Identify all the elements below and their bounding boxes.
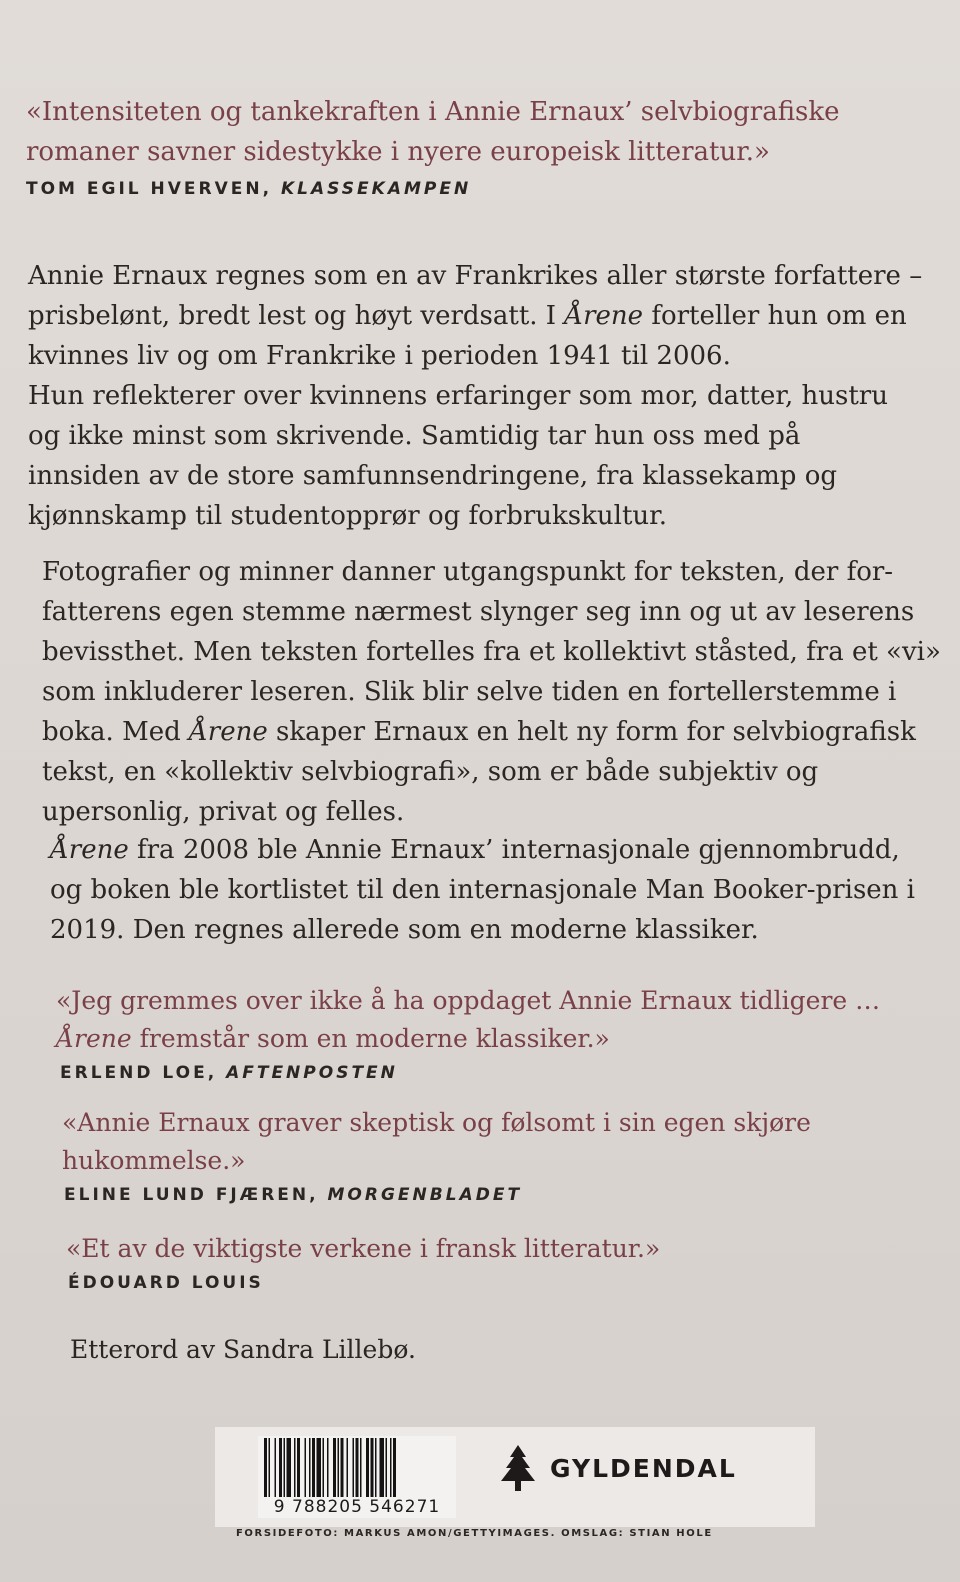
quote-attribution bbox=[68, 1268, 960, 1298]
barcode-bar bbox=[380, 1438, 385, 1498]
barcode-bar bbox=[305, 1438, 307, 1498]
barcode-bar bbox=[353, 1438, 355, 1498]
title-italic: Årene bbox=[189, 717, 268, 747]
afterword: Etterord av Sandra Lillebø. bbox=[70, 1335, 416, 1364]
body-line: boka. Med Årene skaper Ernaux en helt ny form for selvbiografisk bbox=[42, 717, 916, 747]
top-quote bbox=[26, 92, 960, 204]
quote-line: «Intensiteten og tankekraften i Annie Ernaux’ selvbiografiske bbox=[26, 97, 840, 127]
body-line: og ikke minst som skrivende. Samtidig tar hun oss med på bbox=[28, 421, 801, 451]
description-paragraph-2 bbox=[42, 552, 960, 832]
body-line: Fotografier og minner danner utgangspunkt for teksten, der for- bbox=[42, 557, 894, 587]
title-italic: Årene bbox=[56, 1024, 132, 1053]
body-line: Hun reflekterer over kvinnens erfaringer som mor, datter, hustru bbox=[28, 381, 888, 411]
barcode-bar bbox=[317, 1438, 322, 1498]
quote-line: «Et av de viktigste verkene i fransk litteratur.» bbox=[66, 1234, 661, 1263]
description-paragraph-1 bbox=[28, 256, 960, 536]
attribution-author: ERLEND LOE, bbox=[60, 1063, 218, 1083]
barcode-bar bbox=[333, 1438, 336, 1498]
body-line: kvinnes liv og om Frankrike i perioden 1941 til 2006. bbox=[28, 341, 731, 371]
barcode-bar bbox=[390, 1438, 392, 1498]
attribution-author: ELINE LUND FJÆREN, bbox=[64, 1185, 319, 1205]
body-line: innsiden av de store samfunnsendringene, fra klassekamp og bbox=[28, 461, 838, 491]
barcode-bar bbox=[347, 1438, 349, 1498]
barcode-bar bbox=[287, 1438, 292, 1498]
body-line: som inkluderer leseren. Slik blir selve tiden en fortellerstemme i bbox=[42, 677, 897, 707]
attribution-author: ÉDOUARD LOUIS bbox=[68, 1273, 264, 1293]
barcode-bar bbox=[356, 1438, 359, 1498]
description-paragraph-3 bbox=[50, 830, 960, 950]
barcode-bar bbox=[297, 1438, 300, 1498]
attribution-author: TOM EGIL HVERVEN, bbox=[26, 179, 273, 199]
barcode-bar bbox=[393, 1438, 396, 1498]
quote-line: romaner savner sidestykke i nyere europeisk litteratur.» bbox=[26, 137, 770, 167]
barcode-bar bbox=[309, 1438, 311, 1498]
barcode-bar bbox=[375, 1438, 377, 1498]
fir-tree-icon bbox=[496, 1443, 540, 1493]
barcode-bar bbox=[269, 1438, 271, 1498]
quote-attribution bbox=[26, 174, 960, 204]
body-line: 2019. Den regnes allerede som en moderne klassiker. bbox=[50, 915, 759, 945]
quote-attribution bbox=[64, 1180, 960, 1210]
quote-line: «Annie Ernaux graver skeptisk og følsomt i sin egen skjøre bbox=[62, 1108, 811, 1137]
review-quote-2 bbox=[62, 1104, 960, 1210]
barcode-bar bbox=[312, 1438, 315, 1498]
barcode-bar bbox=[386, 1438, 388, 1498]
barcode-bar bbox=[275, 1438, 277, 1498]
quote-line: «Jeg gremmes over ikke å ha oppdaget Annie Ernaux tidligere … bbox=[56, 986, 881, 1015]
body-line: kjønnskamp til studentopprør og forbrukskultur. bbox=[28, 501, 667, 531]
quote-attribution bbox=[60, 1058, 960, 1088]
barcode-bar bbox=[327, 1438, 329, 1498]
barcode-bar bbox=[371, 1438, 374, 1498]
body-line: Årene fra 2008 ble Annie Ernaux’ internasjonale gjennombrudd, bbox=[50, 835, 900, 865]
body-line: bevissthet. Men teksten fortelles fra et kollektivt ståsted, fra et «vi» bbox=[42, 637, 941, 667]
quote-line: Årene fremstår som en moderne klassiker.» bbox=[56, 1024, 610, 1053]
title-italic: Årene bbox=[50, 835, 129, 865]
body-line: fatterens egen stemme nærmest slynger seg inn og ut av leserens bbox=[42, 597, 915, 627]
barcode-bar bbox=[284, 1438, 286, 1498]
barcode-bar bbox=[360, 1438, 362, 1498]
barcode-bar bbox=[323, 1438, 325, 1498]
publisher-logo bbox=[496, 1443, 737, 1493]
title-italic: Årene bbox=[564, 301, 644, 331]
body-line: tekst, en «kollektiv selvbiografi», som er både subjektiv og bbox=[42, 757, 819, 787]
quote-line: hukommelse.» bbox=[62, 1146, 246, 1175]
body-line: Annie Ernaux regnes som en av Frankrikes aller største forfattere – bbox=[28, 261, 923, 291]
attribution-source: MORGENBLADET bbox=[327, 1185, 523, 1205]
barcode-bars bbox=[258, 1436, 456, 1500]
barcode-bar bbox=[264, 1438, 267, 1498]
publisher-name: GYLDENDAL bbox=[550, 1453, 737, 1483]
barcode-bar bbox=[294, 1438, 296, 1498]
cover-credits: FORSIDEFOTO: MARKUS AMON/GETTYIMAGES. OMSLAG: STIAN HOLE bbox=[236, 1528, 713, 1539]
body-line: prisbelønt, bredt lest og høyt verdsatt. I Årene forteller hun om en bbox=[28, 301, 907, 331]
barcode-bar bbox=[338, 1438, 340, 1498]
barcode-bar bbox=[341, 1438, 344, 1498]
barcode-bar bbox=[279, 1438, 282, 1498]
body-line: upersonlig, privat og felles. bbox=[42, 797, 405, 827]
barcode-bar bbox=[366, 1438, 369, 1498]
body-line: og boken ble kortlistet til den internasjonale Man Booker-prisen i bbox=[50, 875, 915, 905]
review-quote-3 bbox=[66, 1230, 960, 1298]
attribution-source: KLASSEKAMPEN bbox=[281, 179, 472, 199]
review-quote-1 bbox=[56, 982, 960, 1088]
isbn-digits: 9 788205 546271 bbox=[258, 1497, 456, 1517]
attribution-source: AFTENPOSTEN bbox=[226, 1063, 398, 1083]
